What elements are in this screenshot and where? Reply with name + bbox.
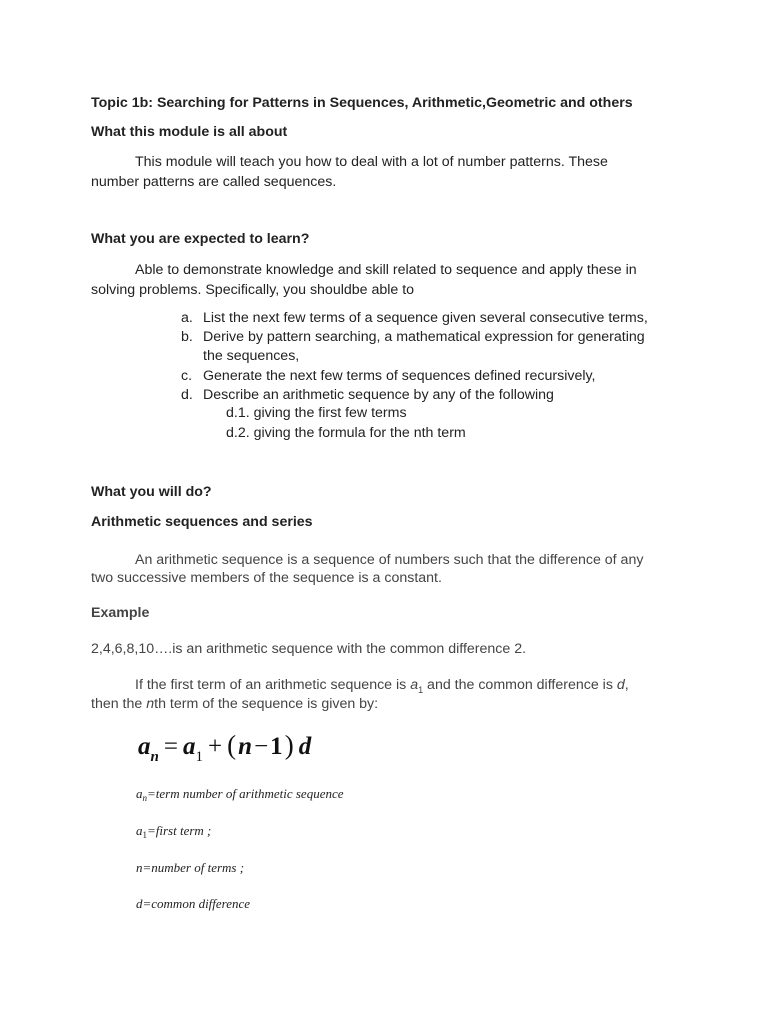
nth-term-formula <box>138 730 311 766</box>
text-run: If the first term of an arithmetic sequence is <box>135 677 411 693</box>
sub-list-item: d.1. giving the first few terms <box>226 405 407 421</box>
text-run: then the <box>91 696 147 712</box>
math-paren: ) <box>284 730 294 760</box>
list-marker: d. <box>181 387 193 403</box>
expected-para-line2: solving problems. Specifically, you shouldbe able to <box>91 282 415 298</box>
example-sequence: 2,4,6,8,10….is an arithmetic sequence with the common difference 2. <box>91 641 527 657</box>
list-marker: b. <box>181 329 193 345</box>
text-run: , <box>624 677 629 693</box>
math-var: d <box>616 677 625 693</box>
module-para-line2: number patterns are called sequences. <box>91 174 337 190</box>
module-heading: What this module is all about <box>91 124 288 140</box>
expected-para-line1: Able to demonstrate knowledge and skill related to sequence and apply these in <box>135 262 637 278</box>
topic-prefix: Topic 1b <box>91 95 149 111</box>
math-var: a <box>138 733 151 760</box>
example-line1 <box>135 677 629 695</box>
will-do-para-line1: An arithmetic sequence is a sequence of numbers such that the difference of any <box>135 552 644 568</box>
definition-text: =first term ; <box>147 823 212 838</box>
math-sub: n <box>142 793 147 803</box>
math-sub: 1 <box>142 830 147 840</box>
list-marker: a. <box>181 310 193 326</box>
will-do-heading: What you will do? <box>91 484 212 500</box>
math-var: n <box>238 733 253 760</box>
definition-text: =term number of arithmetic sequence <box>147 786 344 801</box>
example-line2 <box>91 696 378 712</box>
math-sub: n <box>150 749 159 765</box>
will-do-para-line2: two successive members of the sequence is a constant. <box>91 570 442 586</box>
math-var: a <box>182 733 196 760</box>
math-var: a <box>136 786 143 801</box>
topic-rest: : Searching for Patterns in Sequences, Arithmetic,Geometric and others <box>148 95 633 111</box>
example-heading: Example <box>91 605 150 621</box>
text-run: and the common difference is <box>423 677 617 693</box>
math-operator: − <box>254 733 269 760</box>
definition-line <box>136 786 344 803</box>
math-var: a <box>136 823 143 838</box>
sub-list-item: d.2. giving the formula for the nth term <box>226 425 466 441</box>
math-var: a <box>410 677 419 693</box>
math-operator: + <box>207 733 223 760</box>
topic-title <box>91 95 633 111</box>
definition-line <box>136 860 244 876</box>
module-para-line1: This module will teach you how to deal with a lot of number patterns. These <box>135 154 608 170</box>
math-sub: 1 <box>195 749 203 765</box>
expected-heading: What you are expected to learn? <box>91 231 310 247</box>
math-var: d <box>298 733 312 760</box>
math-sub: 1 <box>418 684 424 695</box>
text-run: th term of the sequence is given by: <box>154 696 379 712</box>
math-number: 1 <box>270 733 283 760</box>
definition-text: =common difference <box>142 896 251 911</box>
definition-line <box>136 896 250 912</box>
definition-text: =number of terms ; <box>142 860 245 875</box>
math-var: n <box>136 860 143 875</box>
arithmetic-subheading: Arithmetic sequences and series <box>91 514 313 530</box>
list-text: Generate the next few terms of sequences defined recursively, <box>203 368 596 384</box>
math-var: d <box>136 896 143 911</box>
list-text: the sequences, <box>203 348 300 364</box>
list-marker: c. <box>181 368 193 384</box>
definition-line <box>136 823 211 840</box>
list-text: List the next few terms of a sequence given several consecutive terms, <box>203 310 648 326</box>
math-var: n <box>146 696 155 712</box>
math-paren: ( <box>227 730 237 760</box>
list-text: Describe an arithmetic sequence by any of the following <box>203 387 554 403</box>
list-text: Derive by pattern searching, a mathematical expression for generating <box>203 329 645 345</box>
math-operator: = <box>163 733 178 760</box>
